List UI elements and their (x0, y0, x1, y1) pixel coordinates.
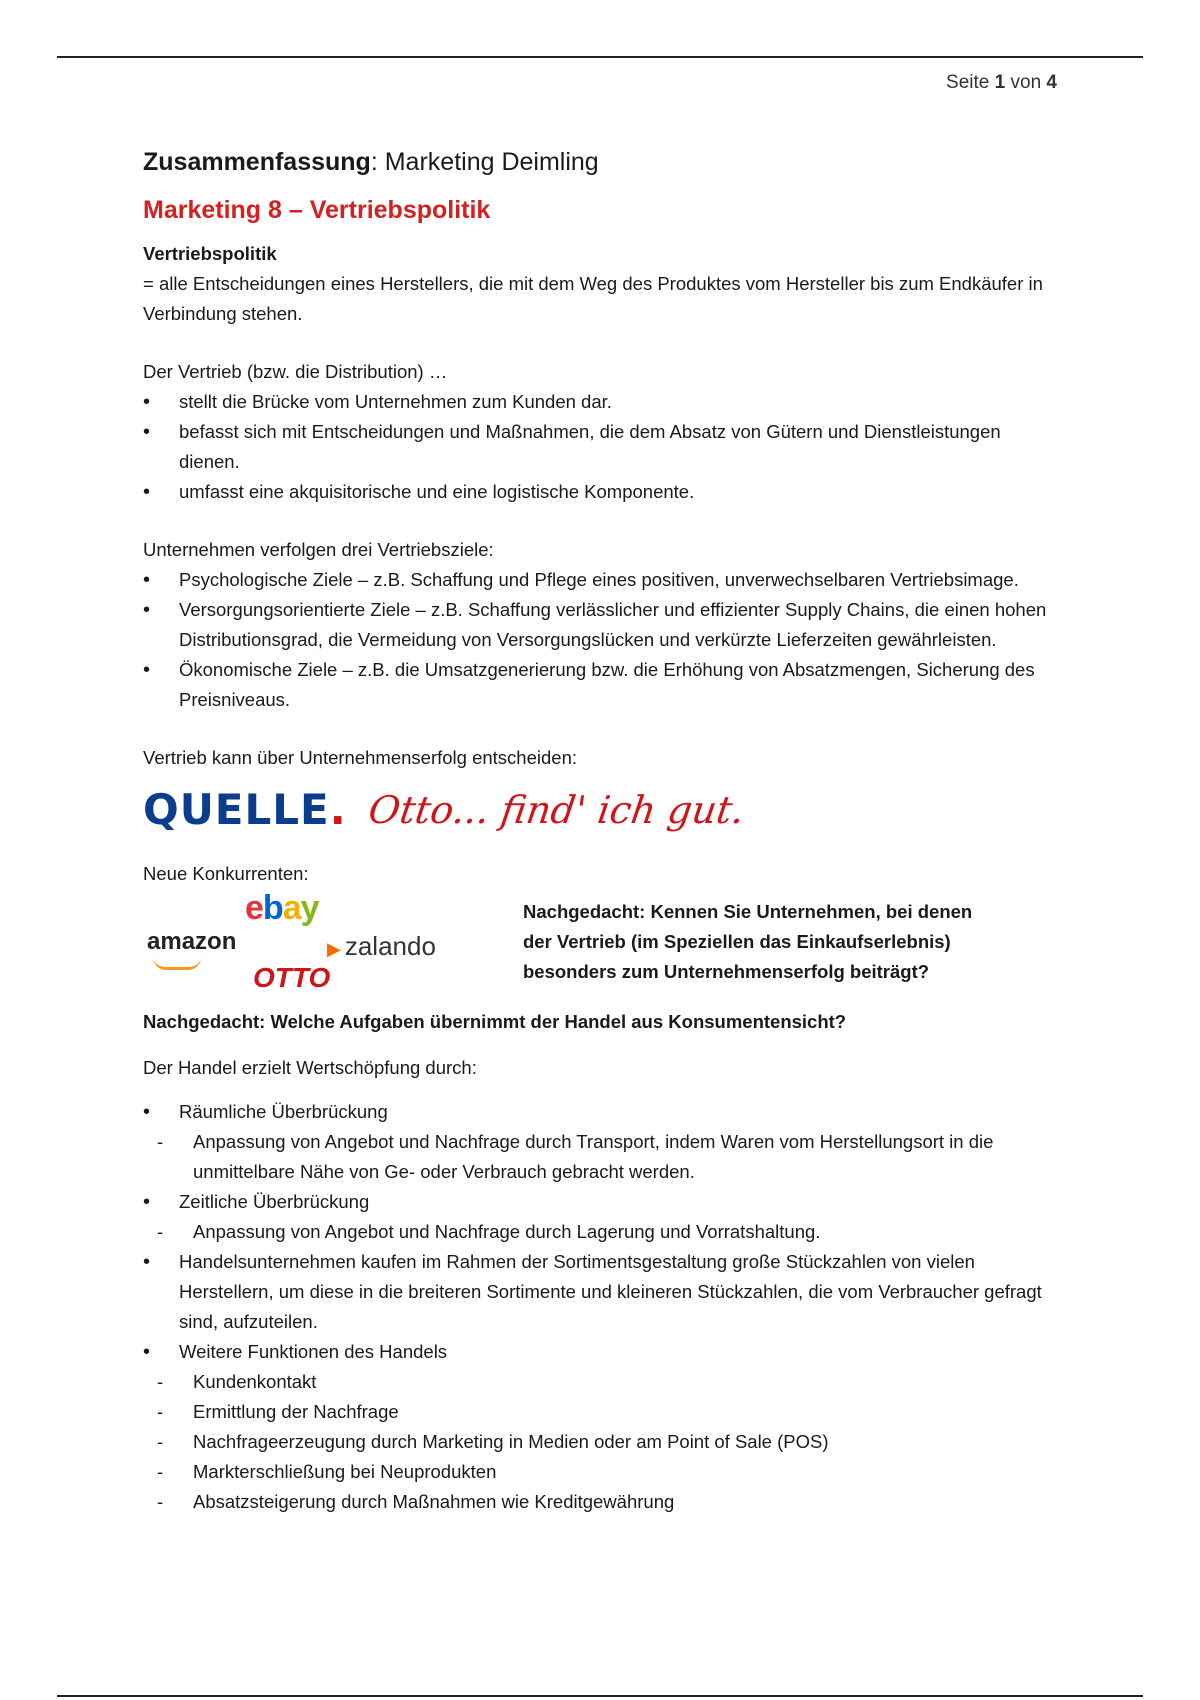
page-number: Seite 1 von 4 (946, 72, 1057, 93)
sub-list-item: - Markterschließung bei Neuprodukten (143, 1457, 1063, 1487)
list-item: • Versorgungsorientierte Ziele – z.B. Schaffung verlässlicher und effizienter Supply Chains, die einen hohen Distributionsgrad, die Vermeidung von Versorgungslücken und verkürzte Lieferzeiten gewährleisten. (143, 595, 1063, 655)
list-item: • Weitere Funktionen des Handels (143, 1337, 1063, 1367)
list-item: • Zeitliche Überbrückung (143, 1187, 1063, 1217)
trade-list (143, 1097, 1063, 1127)
bottom-rule (57, 1695, 1143, 1697)
document-body (143, 145, 1063, 1517)
success-intro: Vertrieb kann über Unternehmenserfolg entscheiden: (143, 747, 577, 768)
trade-intro: Der Handel erzielt Wertschöpfung durch: (143, 1057, 477, 1078)
sub-list-item: - Anpassung von Angebot und Nachfrage durch Lagerung und Vorratshaltung. (143, 1217, 1063, 1247)
chapter-heading: Marketing 8 – Vertriebspolitik (143, 196, 491, 224)
sub-list-item: - Nachfrageerzeugung durch Marketing in Medien oder am Point of Sale (POS) (143, 1427, 1063, 1457)
definition-heading: Vertriebspolitik (143, 243, 277, 264)
think-box: Nachgedacht: Kennen Sie Unternehmen, bei denen der Vertrieb (im Speziellen das Einkaufserlebnis) besonders zum Unternehmenserfolg beiträgt? (523, 901, 973, 982)
list-item: • Ökonomische Ziele – z.B. die Umsatzgenerierung bzw. die Erhöhung von Absatzmengen, Sicherung des Preisniveaus. (143, 655, 1063, 715)
otto-slogan-logo: Otto... find' ich gut. (365, 788, 747, 832)
distribution-list (143, 387, 1063, 507)
list-item: • Räumliche Überbrückung (143, 1097, 1063, 1127)
goals-intro: Unternehmen verfolgen drei Vertriebsziele: (143, 539, 494, 560)
sub-list-item: - Anpassung von Angebot und Nachfrage durch Transport, indem Waren vom Herstellungsort in die unmittelbare Nähe von Ge- oder Verbrauch gebracht werden. (143, 1127, 1063, 1187)
competitors-row (143, 889, 1063, 993)
ebay-logo: ebay (245, 889, 319, 927)
list-item: • Handelsunternehmen kaufen im Rahmen der Sortimentsgestaltung große Stückzahlen von vielen Herstellern, um diese in die breiteren Sortimente und kleineren Stückzahlen, die vom Verbraucher gefragt sind, aufzuteilen. (143, 1247, 1063, 1337)
distribution-intro: Der Vertrieb (bzw. die Distribution) … (143, 361, 448, 382)
sub-list-item: - Kundenkontakt (143, 1367, 1063, 1397)
zalando-icon: ▶ (327, 939, 341, 959)
otto-logo: OTTO (253, 962, 331, 993)
zalando-logo: ▶ zalando (327, 931, 436, 961)
sub-list-item: - Absatzsteigerung durch Maßnahmen wie Kreditgewährung (143, 1487, 1063, 1517)
competitor-logos (143, 889, 443, 993)
trade-sublist (143, 1127, 1063, 1187)
list-item: • umfasst eine akquisitorische und eine logistische Komponente. (143, 477, 1063, 507)
logo-row-quelle-otto (143, 779, 1063, 841)
list-item: • Psychologische Ziele – z.B. Schaffung und Pflege eines positiven, unverwechselbaren Vertriebsimage. (143, 565, 1063, 595)
top-rule (57, 56, 1143, 58)
sub-list-item: - Ermittlung der Nachfrage (143, 1397, 1063, 1427)
page-title: Zusammenfassung: Marketing Deimling (143, 148, 599, 176)
goals-list (143, 565, 1063, 715)
question-heading: Nachgedacht: Welche Aufgaben übernimmt der Handel aus Konsumentensicht? (143, 1011, 847, 1032)
amazon-smile-icon (153, 957, 201, 970)
list-item: • stellt die Brücke vom Unternehmen zum Kunden dar. (143, 387, 1063, 417)
competitors-intro: Neue Konkurrenten: (143, 863, 309, 884)
quelle-logo: QUELLE. (143, 785, 347, 834)
amazon-logo: amazon (147, 928, 237, 955)
list-item: • befasst sich mit Entscheidungen und Maßnahmen, die dem Absatz von Gütern und Dienstleistungen dienen. (143, 417, 1063, 477)
definition-text: = alle Entscheidungen eines Herstellers, die mit dem Weg des Produktes vom Hersteller bis zum Endkäufer in Verbindung stehen. (143, 273, 1043, 324)
